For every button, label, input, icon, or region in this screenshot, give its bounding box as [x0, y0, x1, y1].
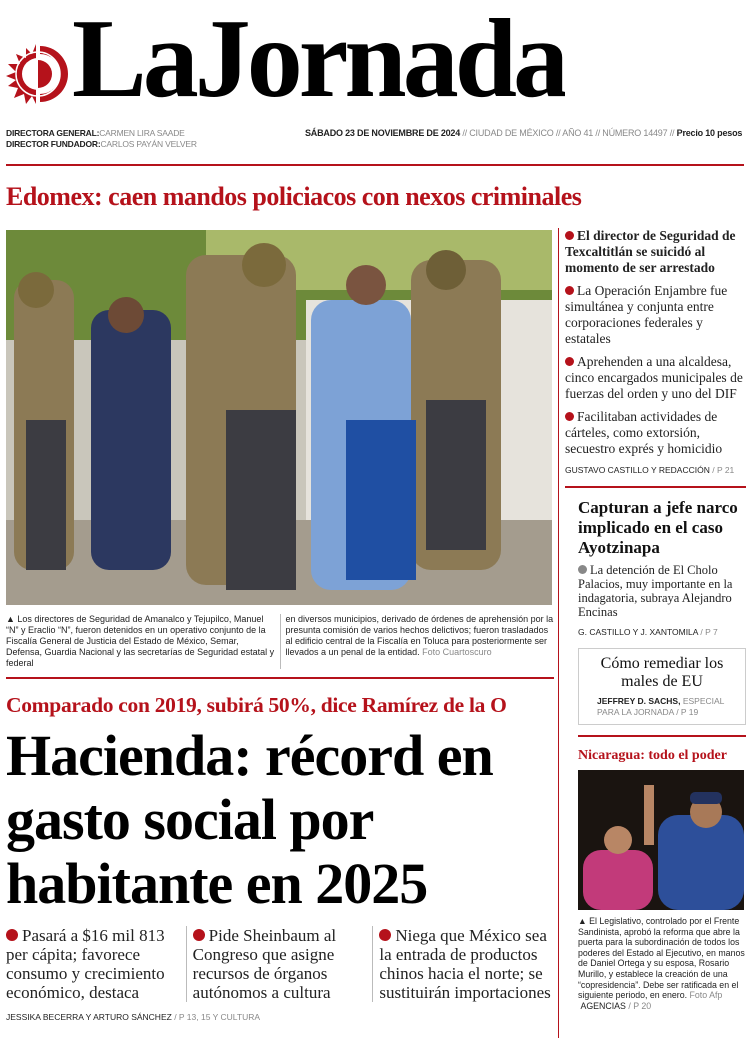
opinion-byline: JEFFREY D. SACHS, ESPECIAL PARA LA JORNADA / P 19 [597, 696, 725, 717]
hacienda-bullet-2: Pide Sheinbaum al Congreso que asigne recursos de órganos autónomos a cultura [192, 926, 337, 1002]
opinion-box[interactable] [578, 648, 746, 725]
ayotzinapa-byline: G. CASTILLO Y J. XANTOMILA / P 7 [578, 627, 718, 637]
hacienda-headline: Hacienda: récord en gasto social por habitante en 2025 [6, 723, 493, 916]
lead-caption-1: ▲ Los directores de Seguridad de Amanalco y Tejupilco, Manuel “N” y Eraclio “N”, fueron detenidos en un operativo conjunto de la Fiscalía General de Justicia del Estado de México, Semar, Defensa, Guardia Nacional y las secretarías de Seguridad estatal y federal [6, 614, 275, 668]
lead-headline: Edomex: caen mandos policiacos con nexos criminales [6, 182, 582, 211]
nicaragua-headline: Nicaragua: todo el poder [578, 748, 727, 763]
opinion-headline: Cómo remediar los males de EU [600, 655, 724, 690]
lead-caption-2: en diversos municipios, derivado de órdenes de aprehensión por la presunta comisión de varios hechos delictivos; fueron trasladados al edificio central de la Fiscalía en Toluca para posteriormente ser llevados a un penal de la entidad. Foto Cuartoscuro [285, 614, 554, 657]
hacienda-bullets [6, 926, 554, 1002]
lead-caption [6, 614, 554, 669]
ayotzinapa-headline: Capturan a jefe narco implicado en el caso Ayotzinapa [578, 498, 738, 557]
logo: LaJornada [72, 0, 565, 120]
hacienda-byline: JESSIKA BECERRA Y ARTURO SÁNCHEZ / P 13, 15 Y CULTURA [6, 1012, 261, 1022]
dateline: SÁBADO 23 DE NOVIEMBRE DE 2024 // CIUDAD DE MÉXICO // AÑO 41 // NÚMERO 14497 // Precio 10 pesos [305, 128, 743, 138]
masthead-directors: DIRECTORA GENERAL:CARMEN LIRA SAADE DIRECTOR FUNDADOR:CARLOS PAYÁN VELVER [6, 128, 197, 149]
lead-byline: GUSTAVO CASTILLO Y REDACCIÓN / P 21 [565, 465, 735, 475]
hacienda-bullet-1: Pasará a $16 mil 813 per cápita; favorece consumo y crecimiento económico, destaca [6, 926, 165, 1002]
hacienda-story [6, 677, 554, 1023]
lead-bullets: El director de Seguridad de Texcaltitlán se suicidó al momento de ser arrestado La Operación Enjambre fue simultánea y conjunta entre corporaciones federales y estatales Aprehenden a una alcaldesa, cinco encargados municipales de fuerzas del orden y uno del DIF Facilitaban actividades de cárteles, como extorsión, secuestro exprés y homicidio [565, 228, 743, 456]
sun-logo-icon [6, 42, 70, 111]
nicaragua-caption: ▲ El Legislativo, controlado por el Frente Sandinista, aprobó la reforma que abre la puerta para la subordinación de todos los poderes del Estado al Ejecutivo, en manos de Daniel Ortega y su esposa, Rosario Murillo, y establece la creación de una “copresidencia”. Debe ser ratificada en el siguiente periodo, en enero. Foto Afp AGENCIAS / P 20 [578, 916, 745, 1011]
hacienda-kicker: Comparado con 2019, subirá 50%, dice Ramírez de la O [6, 693, 507, 717]
hacienda-bullet-3: Niega que México sea la entrada de productos chinos hacia el norte; se sustituirán importaciones [379, 926, 551, 1002]
right-column [565, 228, 746, 1011]
nicaragua-photo [578, 770, 744, 910]
ayotzinapa-bullet: La detención de El Cholo Palacios, muy importante en la indagatoria, subraya Alejandro Encinas [578, 563, 733, 619]
lead-photo [6, 230, 552, 605]
